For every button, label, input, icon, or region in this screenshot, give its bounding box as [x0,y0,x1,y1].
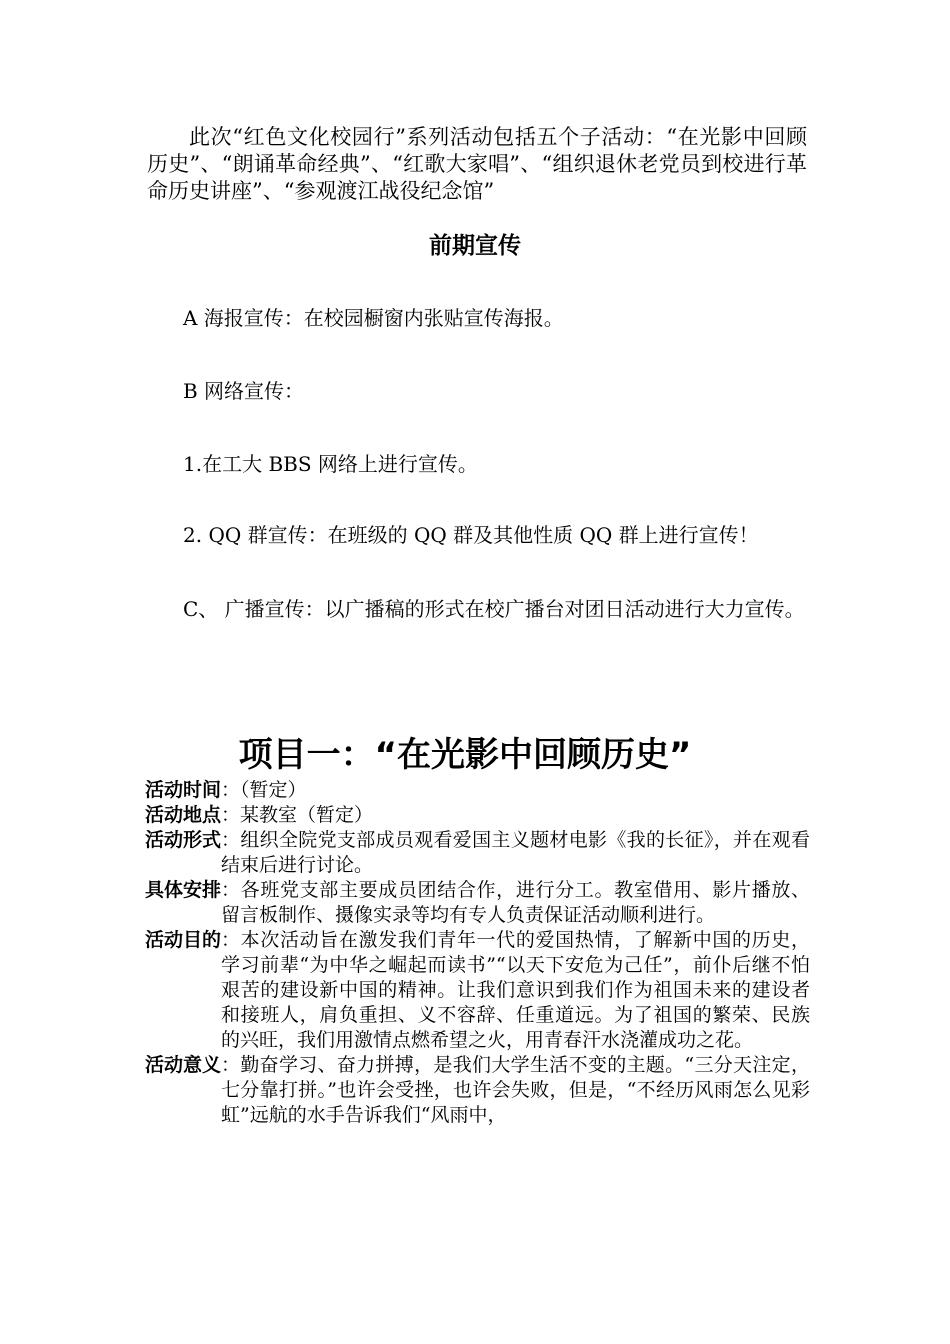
project-one-title: 项目一：“在光影中回顾历史” [238,735,692,775]
activity-time-row [145,778,810,803]
broadcast-publicity-line: C、 广播宣传：以广播稿的形式在校广播台对团日活动进行大力宣传。 [183,597,805,621]
activity-time-label: 活动时间 [145,779,222,801]
activity-time-value: ：（暂定） [221,779,307,801]
activity-significance-label: 活动意义 [145,1054,222,1076]
intro-paragraph: 此次“红色文化校园行”系列活动包括五个子活动：“在光影中回顾历史”、“朗诵革命经典”、“红歌大家唱”、“组织退休老党员到校进行革命历史讲座”、“参观渡江战役纪念馆” [147,125,807,203]
activity-purpose-value: ：本次活动旨在激发我们青年一代的爱国热情，了解新中国的历史，学习前辈“为中华之崛起而读书”“以天下安危为己任”，前仆后继不怕艰苦的建设新中国的精神。让我们意识到我们作为祖国未来的建设者和接班人，肩负重担、义不容辞、任重道远。为了祖国的繁荣、民族的兴旺，我们用激情点燃希望之火，用青春汗水浇灌成功之花。 [221,929,810,1051]
activity-location-label: 活动地点 [145,804,222,826]
activity-significance-value: ：勤奋学习、奋力拼搏，是我们大学生活不变的主题。“三分天注定，七分靠打拼。”也许会受挫，也许会失败，但是，“不经历风雨怎么见彩虹”远航的水手告诉我们“风雨中， [221,1054,810,1126]
publicity-heading: 前期宣传 [429,232,521,259]
arrangement-value: ：各班党支部主要成员团结合作，进行分工。教室借用、影片播放、留言板制作、摄像实录等均有专人负责保证活动顺利进行。 [221,879,810,926]
network-publicity-line: B 网络宣传： [183,379,305,403]
arrangement-row [145,878,810,928]
activity-significance-row [145,1053,810,1128]
activity-purpose-row [145,928,810,1053]
activity-location-value: ：某教室（暂定） [221,804,374,826]
activity-purpose-label: 活动目的 [145,929,222,951]
activity-format-value: ：组织全院党支部成员观看爱国主义题材电影《我的长征》，并在观看结束后进行讨论。 [221,829,810,876]
bbs-publicity-line: 1.在工大 BBS 网络上进行宣传。 [183,452,478,476]
activity-format-label: 活动形式 [145,829,222,851]
arrangement-label: 具体安排 [145,879,222,901]
activity-location-row [145,803,810,828]
poster-publicity-line: A 海报宣传：在校园橱窗内张贴宣传海报。 [183,306,564,330]
activity-format-row [145,828,810,878]
project-one-details [145,778,810,1128]
qq-publicity-line: 2. QQ 群宣传：在班级的 QQ 群及其他性质 QQ 群上进行宣传！ [183,523,759,547]
